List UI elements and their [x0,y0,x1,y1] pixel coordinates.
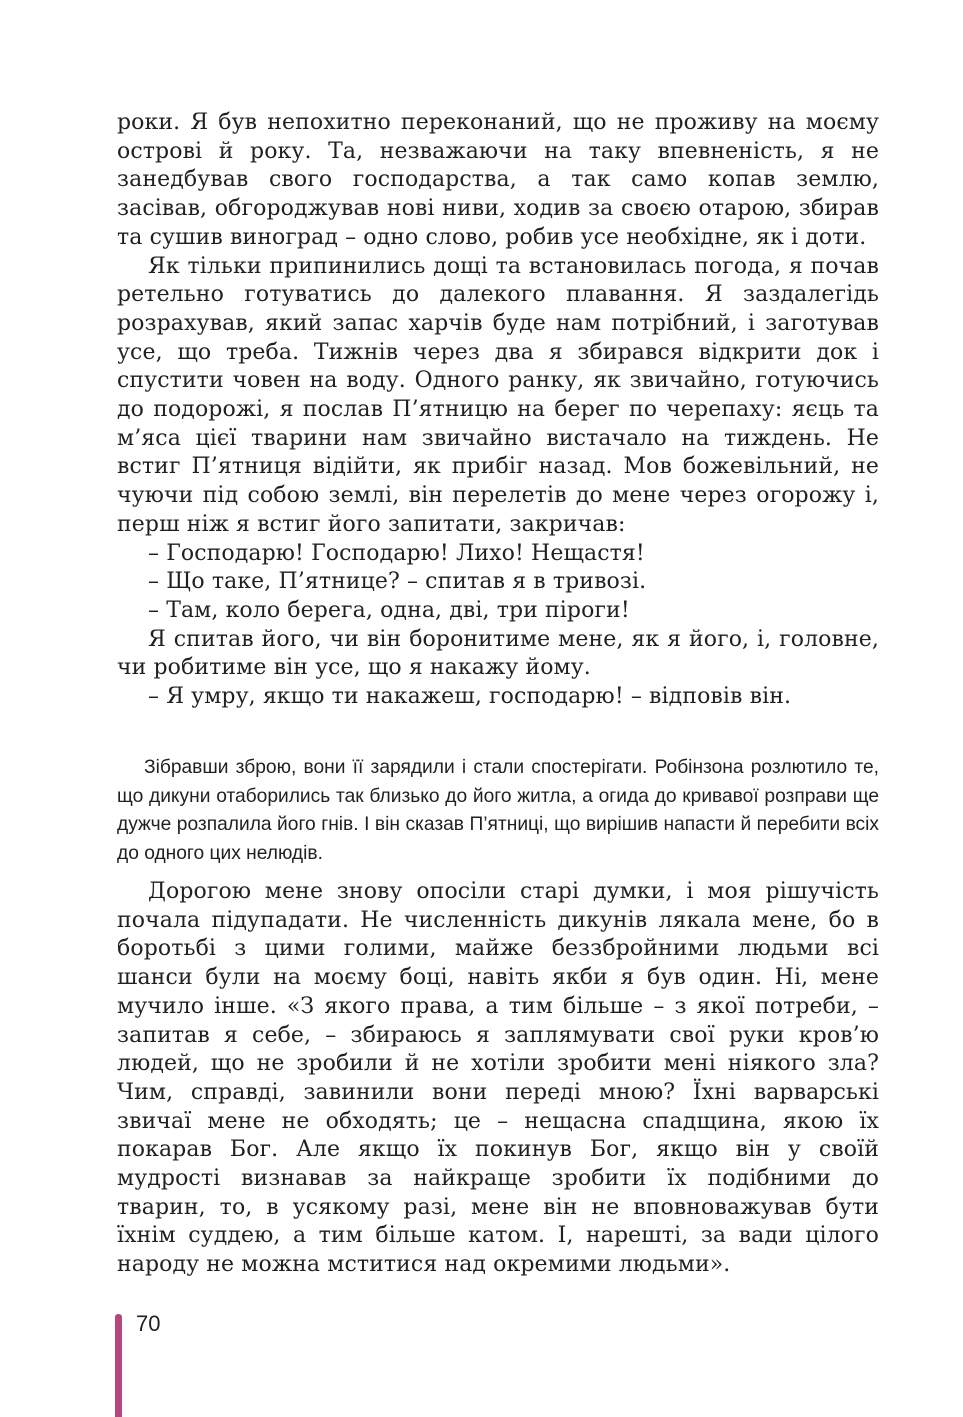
dialogue-line: – Я умру, якщо ти накажеш, господарю! – відповів він. [148,684,792,710]
main-text-section-2 [117,878,879,1280]
page-number: 70 [136,1311,161,1336]
page-edge-accent-bar [115,1314,122,1417]
dialogue-line: – Що таке, П’ятнице? – спитав я в тривозі. [148,569,647,595]
summary-paragraph: Зібравши зброю, вони її зарядили і стали спостерігати. Робінзона розлютило те, що дикуни отаборились так близько до його житла, а огида до кривавої розправи ще дужче розпалила його гнів. І він сказав П’ятниці, що вирішив напасти й перебити всіх до одного цих нелюдів. [117,757,879,864]
paragraph: Дорогою мене знову опосіли старі думки, і моя рішучість почала підупадати. Не численність дикунів лякала мене, бо в боротьбі з цими голими, майже беззбройними людьми всі шанси були на моєму боці, навіть якби я був один. Ні, мене мучило інше. «З якого права, а тим більше – з якої потреби, – запитав я себе, – збираюсь я заплямувати свої руки кров’ю людей, що не зробили й не хотіли зробити мені ніякого зла? Чим, справді, завинили вони переді мною? Їхні варварські звичаї мене не обходять; це – нещасна спадщина, якою їх покарав Бог. Але якщо їх покинув Бог, якщо він у своїй мудрості визнавав за найкраще зробити їх подібними до тварин, то, в усякому разі, мене він не вповноважував бути їхнім суддею, а тим більше катом. І, нарешті, за вади цілого народу не можна мститися над окремими людьми». [117,879,879,1278]
dialogue-line: – Господарю! Господарю! Лихо! Нещастя! [148,540,645,566]
paragraph: Як тільки припинились дощі та встановилась погода, я почав ретельно готуватись до далекого плавання. Я заздалегідь розрахував, який запас харчів буде нам потрібний, і заготував усе, що треба. Тижнів через два я збирався відкрити док і спустити човен на воду. Одного ранку, як звичайно, готуючись до подорожі, я послав П’ятницю на берег по черепаху: яєць та м’яса цієї тварини нам звичайно вистачало на тиждень. Не встиг П’ятниця відійти, як прибіг назад. Мов божевільний, не чуючи під собою землі, він перелетів до мене через огорожу і, перш ніж я встиг його запитати, закричав: [117,253,879,537]
main-text-section-1 [117,109,879,712]
dialogue-line: – Там, коло берега, одна, дві, три піроги! [148,597,630,623]
summary-block [117,754,879,868]
paragraph: Я спитав його, чи він боронитиме мене, як я його, і, головне, чи робитиме він усе, що я накажу йому. [117,626,879,681]
paragraph: роки. Я був непохитно переконаний, що не проживу на моєму острові й року. Та, незважаючи на таку впевненість, я не занедбував свого господарства, а так само копав землю, засівав, обгороджував нові ниви, ходив за своєю отарою, збирав та сушив виноград – одно слово, робив усе необхідне, як і доти. [117,110,879,250]
